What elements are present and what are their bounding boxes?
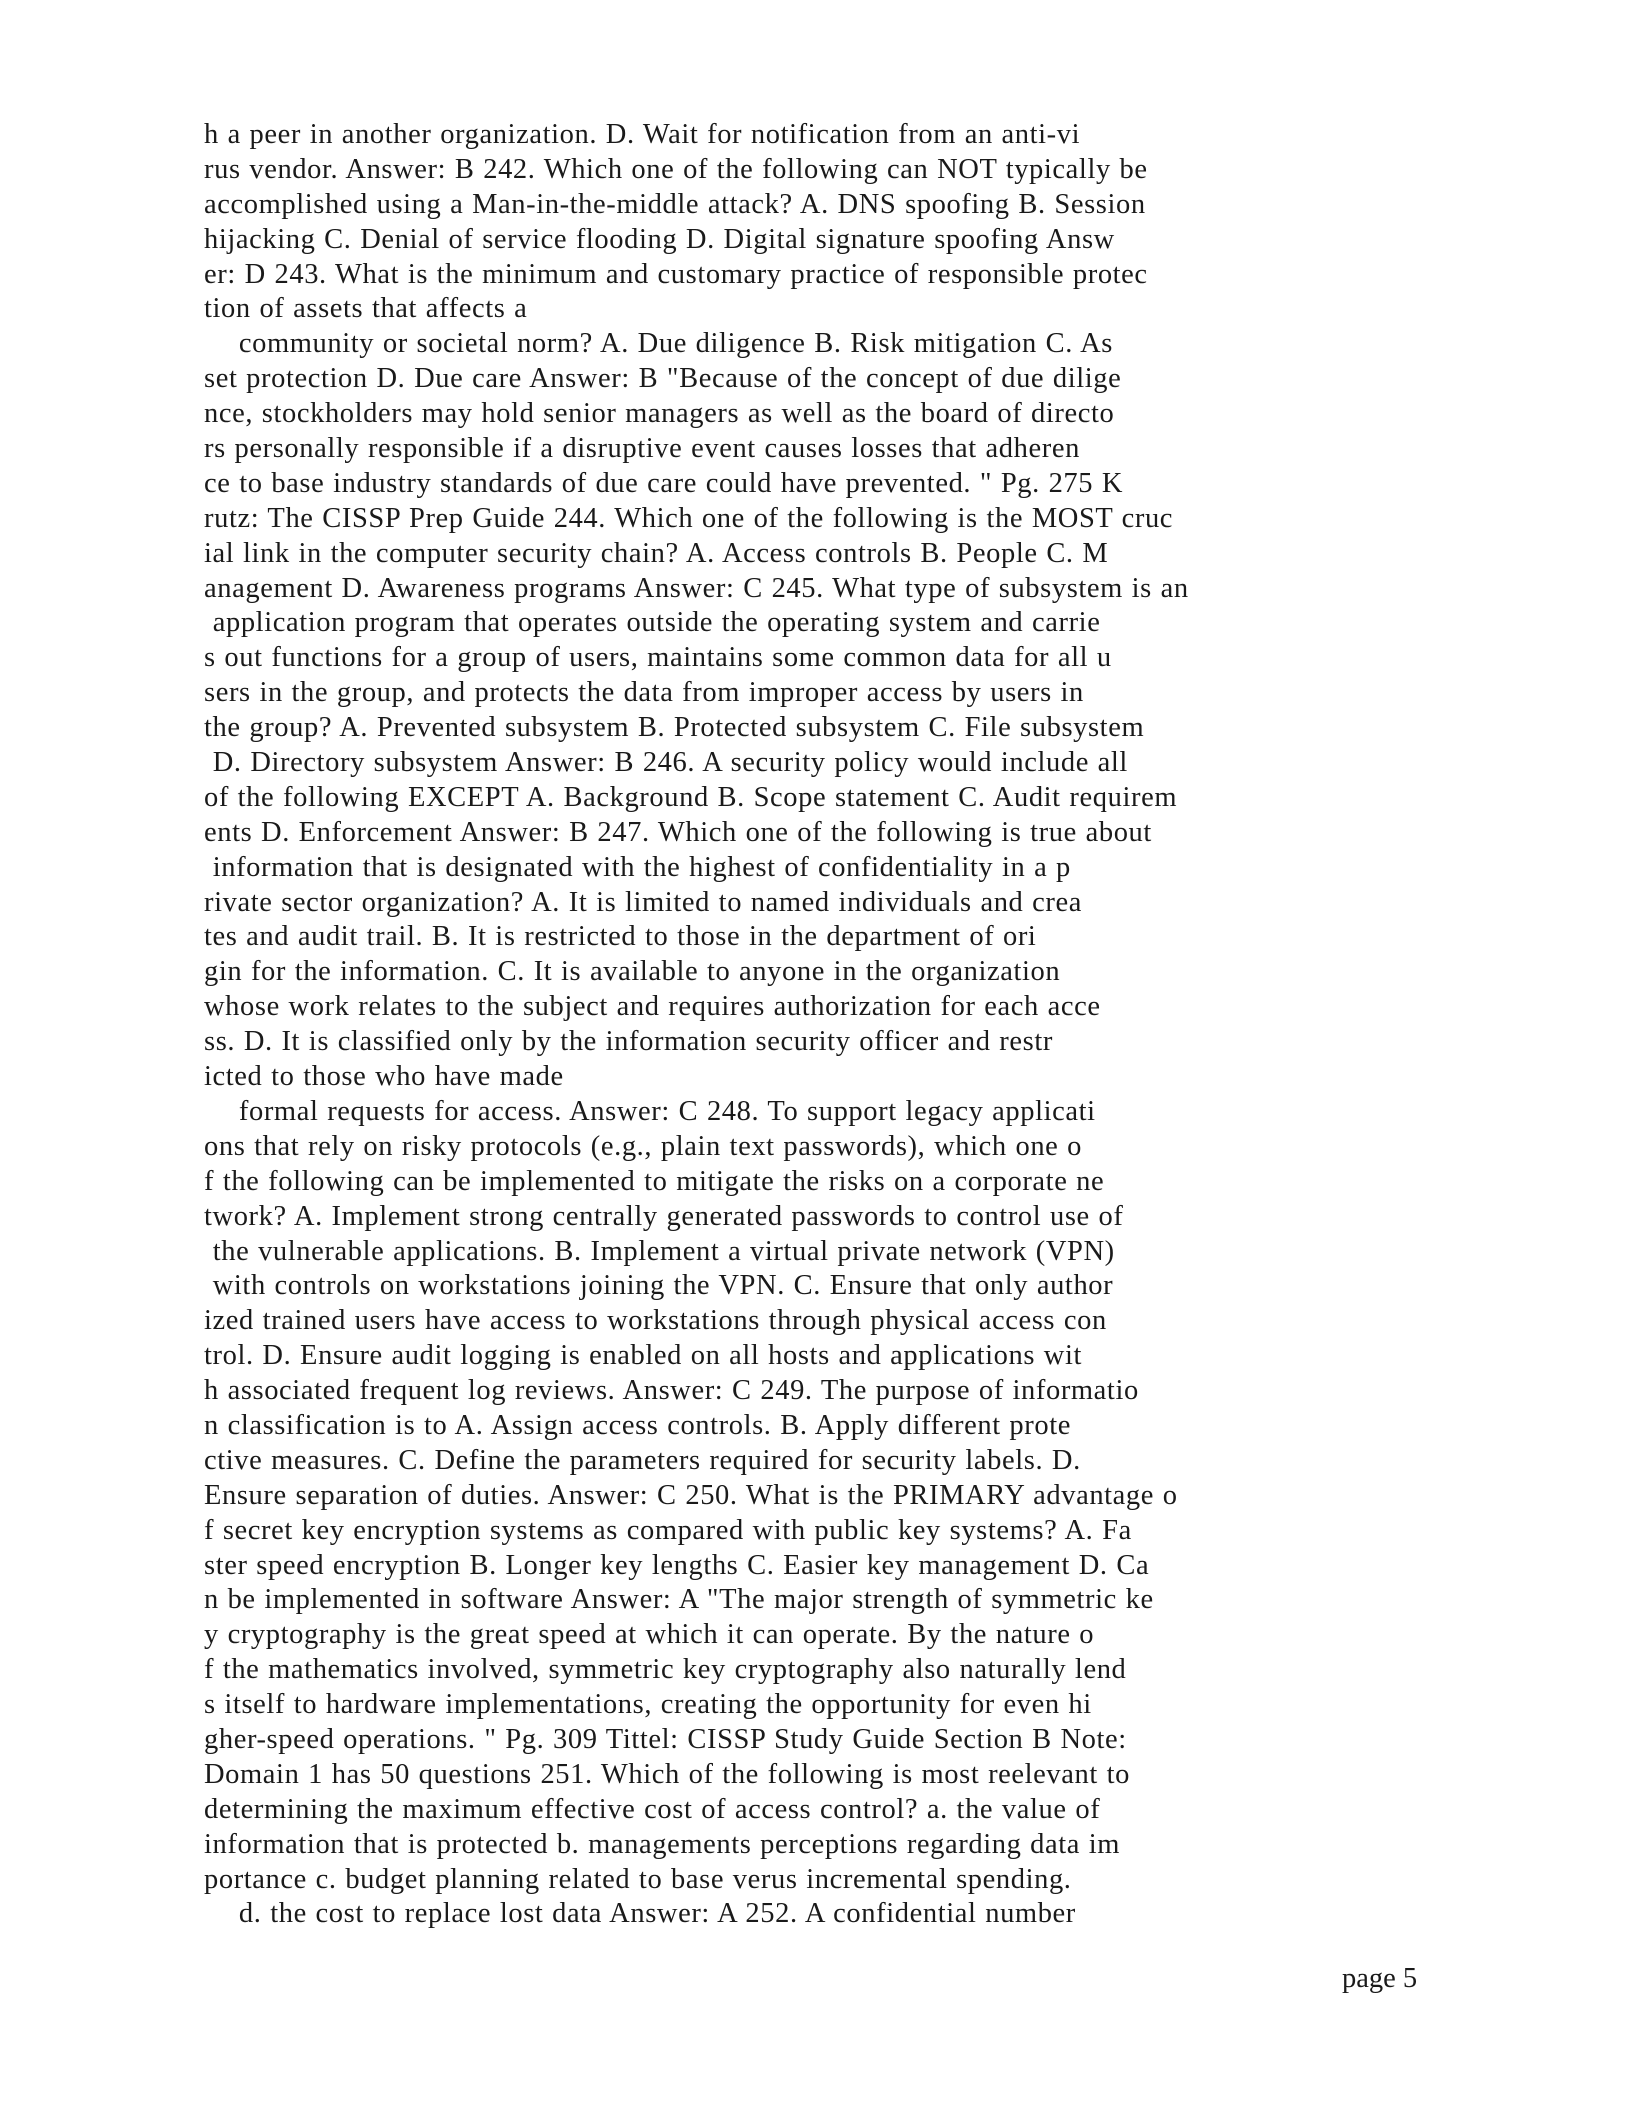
text-line: ial link in the computer security chain? A. Access controls B. People C. M — [204, 537, 1109, 569]
text-line: trol. D. Ensure audit logging is enabled on all hosts and applications wit — [204, 1340, 1083, 1372]
text-line: ents D. Enforcement Answer: B 247. Which one of the following is true about — [204, 816, 1152, 848]
text-line: gin for the information. C. It is available to anyone in the organization — [204, 956, 1061, 988]
text-line: application program that operates outside the operating system and carrie — [204, 607, 1101, 639]
text-line: ized trained users have access to workstations through physical access con — [204, 1305, 1107, 1337]
text-line: ons that rely on risky protocols (e.g., plain text passwords), which one o — [204, 1130, 1083, 1162]
text-line: portance c. budget planning related to base verus incremental spending. — [204, 1863, 1072, 1895]
text-line: Domain 1 has 50 questions 251. Which of the following is most reelevant to — [204, 1758, 1130, 1790]
text-line: set protection D. Due care Answer: B "Because of the concept of due dilige — [204, 363, 1122, 395]
text-line: gher-speed operations. " Pg. 309 Tittel: CISSP Study Guide Section B Note: — [204, 1723, 1127, 1755]
text-line: f the mathematics involved, symmetric key cryptography also naturally lend — [204, 1654, 1127, 1686]
text-line: n be implemented in software Answer: A "The major strength of symmetric ke — [204, 1584, 1154, 1616]
text-line: nce, stockholders may hold senior managers as well as the board of directo — [204, 398, 1115, 430]
text-line: the vulnerable applications. B. Implement a virtual private network (VPN) — [204, 1235, 1115, 1267]
text-line: s out functions for a group of users, maintains some common data for all u — [204, 642, 1112, 674]
text-line: determining the maximum effective cost of access control? a. the value of — [204, 1793, 1101, 1825]
text-line: ss. D. It is classified only by the information security officer and restr — [204, 1026, 1053, 1058]
page-number: page 5 — [1342, 1963, 1418, 1994]
text-line: y cryptography is the great speed at which it can operate. By the nature o — [204, 1619, 1095, 1651]
text-line: tes and audit trail. B. It is restricted to those in the department of ori — [204, 921, 1037, 953]
text-line: whose work relates to the subject and requires authorization for each acce — [204, 991, 1101, 1023]
text-line: rus vendor. Answer: B 242. Which one of the following can NOT typically be — [204, 153, 1148, 185]
text-line: formal requests for access. Answer: C 248. To support legacy applicati — [204, 1095, 1096, 1127]
text-line: twork? A. Implement strong centrally generated passwords to control use of — [204, 1200, 1124, 1232]
text-line: ctive measures. C. Define the parameters required for security labels. D. — [204, 1444, 1081, 1476]
text-line: er: D 243. What is the minimum and customary practice of responsible protec — [204, 258, 1148, 290]
text-line: with controls on workstations joining the VPN. C. Ensure that only author — [204, 1270, 1114, 1302]
text-line: Ensure separation of duties. Answer: C 250. What is the PRIMARY advantage o — [204, 1479, 1178, 1511]
text-line: ster speed encryption B. Longer key lengths C. Easier key management D. Ca — [204, 1549, 1150, 1581]
text-line: hijacking C. Denial of service flooding D. Digital signature spoofing Answ — [204, 223, 1115, 255]
text-line: accomplished using a Man-in-the-middle attack? A. DNS spoofing B. Session — [204, 188, 1146, 220]
text-line: f secret key encryption systems as compared with public key systems? A. Fa — [204, 1514, 1132, 1546]
text-line: h associated frequent log reviews. Answer: C 249. The purpose of informatio — [204, 1375, 1139, 1407]
text-line: rivate sector organization? A. It is limited to named individuals and crea — [204, 886, 1082, 918]
text-line: icted to those who have made — [204, 1061, 564, 1093]
text-line: tion of assets that affects a — [204, 293, 528, 325]
text-line: f the following can be implemented to mitigate the risks on a corporate ne — [204, 1165, 1105, 1197]
text-line: sers in the group, and protects the data from improper access by users in — [204, 677, 1084, 709]
text-line: rutz: The CISSP Prep Guide 244. Which one of the following is the MOST cruc — [204, 502, 1174, 534]
text-line: anagement D. Awareness programs Answer: C 245. What type of subsystem is an — [204, 572, 1189, 604]
text-line: n classification is to A. Assign access controls. B. Apply different prote — [204, 1409, 1071, 1441]
text-line: ce to base industry standards of due care could have prevented. " Pg. 275 K — [204, 467, 1124, 499]
text-line: information that is designated with the highest of confidentiality in a p — [204, 851, 1071, 883]
text-line: the group? A. Prevented subsystem B. Protected subsystem C. File subsystem — [204, 712, 1145, 744]
text-line: of the following EXCEPT A. Background B. Scope statement C. Audit requirem — [204, 781, 1178, 813]
text-line: D. Directory subsystem Answer: B 246. A security policy would include all — [204, 747, 1128, 779]
text-line: community or societal norm? A. Due diligence B. Risk mitigation C. As — [204, 328, 1113, 360]
text-line: h a peer in another organization. D. Wait for notification from an anti-vi — [204, 119, 1081, 150]
text-line: s itself to hardware implementations, creating the opportunity for even hi — [204, 1689, 1092, 1721]
text-line: information that is protected b. managements perceptions regarding data im — [204, 1828, 1121, 1860]
text-line: d. the cost to replace lost data Answer: A 252. A confidential number — [204, 1898, 1076, 1930]
text-line: rs personally responsible if a disruptive event causes losses that adheren — [204, 433, 1080, 465]
body-text — [204, 118, 1384, 1932]
